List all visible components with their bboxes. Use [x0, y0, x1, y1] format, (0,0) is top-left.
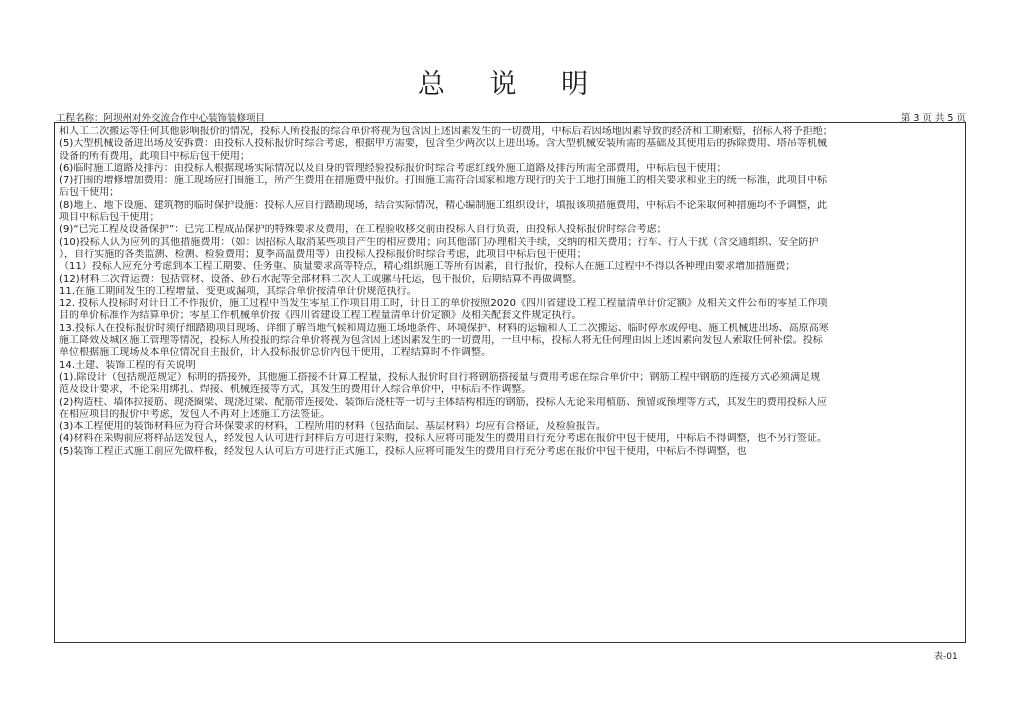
text-line: 12. 投标人投标时对计日工不作报价，施工过程中当发生零星工作项目用工时，计日工的单价按照2020《四川省建设工程工程量清单计价定额》及相关文件公布的零星工作项	[59, 298, 828, 310]
text-line: 单位根据施工现场及本单位情况自主报价，计入投标报价总价内包干使用，工程结算时不作调整。	[59, 347, 492, 359]
text-line: 在相应项目的报价中考虑，发包人不再对上述施工方法签证。	[59, 408, 331, 420]
project-name: 工程名称：阿坝州对外交流合作中心装饰装修项目	[56, 113, 266, 124]
text-line: (8)地上、地下设施、建筑物的临时保护设施：投标人应自行踏勘现场，结合实际情况，精心编制施工组织设计，填报该项措施费用，中标后不论采取何种措施均不予调整，此	[59, 199, 828, 211]
text-line: 14.土建、装饰工程的有关说明	[59, 359, 196, 371]
text-line: (5)装饰工程正式施工前应先做样板，经发包人认可后方可进行正式施工，投标人应将可能发生的费用自行充分考虑在报价中包干使用，中标后不得调整，也	[59, 445, 747, 457]
text-line: 项目中标后包干使用；	[59, 212, 160, 224]
text-line: 13.投标人在投标报价时须仔细踏勘项目现场、详细了解当地气候和周边施工场地条件、环境保护、材料的运输和人工二次搬运、临时停水或停电、施工机械进出场、高原高寒	[59, 322, 829, 334]
content-frame	[54, 122, 966, 643]
text-line: (3)本工程使用的装饰材料应为符合环保要求的材料，工程所用的材料（包括面层、基层材料）均应有合格证，及检验报告。	[59, 421, 606, 433]
text-line: (5)大型机械设备进出场及安拆费：由投标人投标报价时综合考虑，根据甲方需要，包含至少两次以上进出场。含大型机械安装所需的基础及其使用后的拆除费用、塔吊等机械	[59, 138, 828, 150]
text-line: (4)材料在采购前应将样品送发包人，经发包人认可进行封样后方可进行采购，投标人应将可能发生的费用自行充分考虑在报价中包干使用，中标后不得调整，也不另行签证。	[59, 433, 828, 445]
text-line: (6)临时施工道路及排污：由投标人根据现场实际情况以及自身的管理经验投标报价时综合考虑红线外施工道路及排污所需全部费用，中标后包干使用；	[59, 162, 727, 174]
text-line: 施工降效及城区施工管理等情况，投标人所投报的综合单价将视为包含因上述因素发生的一切费用，一旦中标，投标人将无任何理由因上述因素向发包人索取任何补偿。投标	[59, 335, 823, 347]
footer-label: 表-01	[934, 652, 958, 662]
text-line: （11）投标人应充分考虑到本工程工期要、任务重、质量要求高等特点，精心组织施工等所有因素，自行报价，投标人在施工过程中不得以各种理由要求增加措施费；	[59, 261, 796, 273]
text-line: (7)打围的增修增加费用：施工现场应打围施工，所产生费用在措施费中报价。打围施工需符合国家和地方现行的关于工地打围施工的相关要求和业主的统一标准，此项目中标	[59, 175, 828, 187]
text-line: 设备的所有费用，此项目中标后包干使用；	[59, 150, 250, 162]
text-line: (2)构造柱、墙体拉接筋、现浇圈梁、现浇过梁、配筋带连接处、装饰后浇柱等一切与主体结构相连的钢筋，投标人无论采用植筋、预留或预埋等方式，其发生的费用投标人应	[59, 396, 828, 408]
text-line: (1).除设计（包括规范规定）标明的搭接外，其他施工搭接不计算工程量，投标人报价时自行将钢筋搭接量与费用考虑在综合单价中；钢筋工程中钢筋的连接方式必须满足规	[59, 371, 821, 383]
text-line: 后包干使用；	[59, 187, 120, 199]
document-body	[55, 123, 965, 458]
text-line: 范及设计要求，不论采用绑扎、焊接、机械连接等方式，其发生的费用计入综合单价中，中标后不作调整。	[59, 384, 532, 396]
text-line: 目的单价标准作为结算单价；零星工作机械单价按《四川省建设工程工程量清单计价定额》及相关配套文件规定执行。	[59, 310, 582, 322]
page-info: 第 3 页 共 5 页	[900, 113, 966, 124]
text-line: ），自行实施的各类监测、检测、检验费用；夏季高温费用等）由投标人投标报价时综合考虑，此项目中标后包干使用；	[59, 248, 587, 260]
text-line: 11.在施工期间发生的工程增量、变更或漏项，其综合单价按清单计价规范执行。	[59, 285, 417, 297]
text-line: (10)投标人认为应列的其他措施费用：（如：因招标人取消某些项目产生的相应费用；向其他部门办理相关手续，交纳的相关费用；行车、行人干扰（含交通组织、安全防护	[59, 236, 819, 248]
text-line: 和人工二次搬运等任何其他影响报价的情况，投标人所投报的综合单价将视为包含因上述因素发生的一切费用，中标后若因场地因素导致的经济和工期索赔，招标人将予拒绝；	[59, 126, 833, 137]
text-line: (12)材料二次背运费：包括管材、设备、砂石水泥等全部材料二次人工或骡马托运，包干报价，后期结算不再做调整。	[59, 273, 583, 285]
page-title: 总 说 明	[417, 69, 607, 100]
text-line: (9)“已完工程及设备保护”：已完工程成品保护的特殊要求及费用，在工程验收移交前由投标人自行负责，由投标人投标报价时综合考虑；	[59, 224, 667, 236]
